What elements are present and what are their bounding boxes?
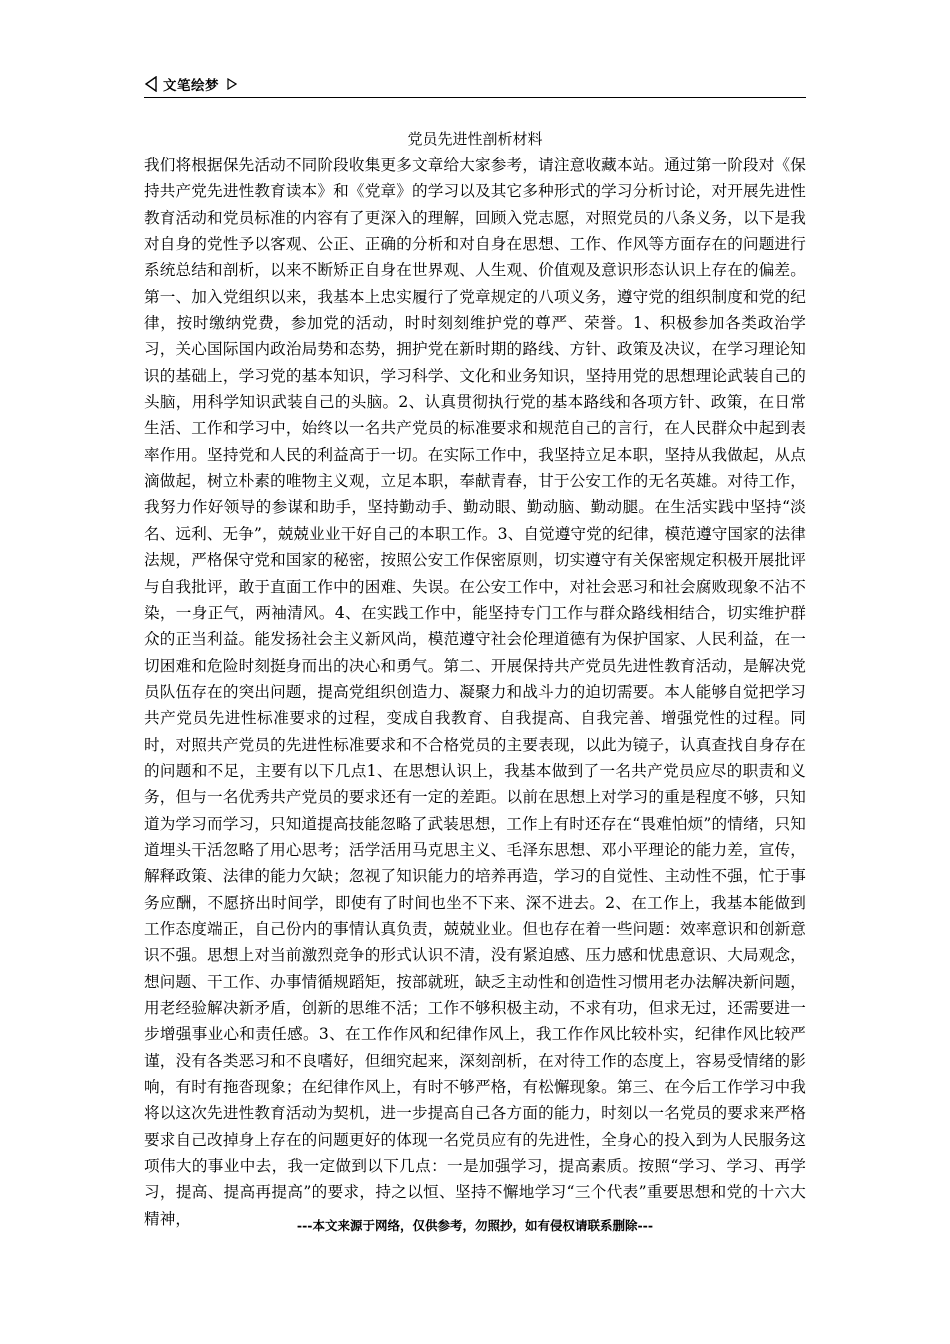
triangle-left-outline-icon: [144, 76, 158, 92]
footer-notice: ---本文来源于网络，仅供参考，勿照抄，如有侵权请联系删除---: [296, 1218, 654, 1233]
brand: [144, 74, 237, 94]
page-header: [144, 72, 806, 98]
brand-name: 文笔绘梦: [163, 78, 219, 94]
header-divider: [144, 97, 806, 98]
triangle-right-outline-icon: [227, 78, 237, 90]
document-body: 我们将根据保先活动不同阶段收集更多文章给大家参考，请注意收藏本站。通过第一阶段对《保持共产党先进性教育读本》和《党章》的学习以及其它多种形式的学习分析讨论，对开展先进性教育活动和党员标准的内容有了更深入的理解，回顾入党志愿，对照党员的八条义务，以下是我对自身的党性予以客观、公正、正确的分析和对自身在思想、工作、作风等方面存在的问题进行系统总结和剖析，以来不断矫正自身在世界观、人生观、价值观及意识形态认识上存在的偏差。第一、加入党组织以来，我基本上忠实履行了党章规定的八项义务，遵守党的组织制度和党的纪律，按时缴纳党费，参加党的活动，时时刻刻维护党的尊严、荣誉。1、积极参加各类政治学习，关心国际国内政治局势和态势，拥护党在新时期的路线、方针、政策及决议，在学习理论知识的基础上，学习党的基本知识，学习科学、文化和业务知识，坚持用党的思想理论武装自己的头脑，用科学知识武装自己的头脑。2、认真贯彻执行党的基本路线和各项方针、政策，在日常生活、工作和学习中，始终以一名共产党员的标准要求和规范自己的言行，在人民群众中起到表率作用。坚持党和人民的利益高于一切。在实际工作中，我坚持立足本职，坚持从我做起，从点滴做起，树立朴素的唯物主义观，立足本职，奉献青春，甘于公安工作的无名英雄。对待工作，我努力作好领导的参谋和助手，坚持勤动手、勤动眼、勤动脑、勤动腿。在生活实践中坚持“淡名、远利、无争”，兢兢业业干好自己的本职工作。3、自觉遵守党的纪律，模范遵守国家的法律法规，严格保守党和国家的秘密，按照公安工作保密原则，切实遵守有关保密规定积极开展批评与自我批评，敢于直面工作中的困难、失误。在公安工作中，对社会恶习和社会腐败现象不沾不染，一身正气，两袖清风。4、在实践工作中，能坚持专门工作与群众路线相结合，切实维护群众的正当利益。能发扬社会主义新风尚，模范遵守社会伦理道德有为保护国家、人民利益，在一切困难和危险时刻挺身而出的决心和勇气。第二、开展保持共产党员先进性教育活动，是解决党员队伍存在的突出问题，提高党组织创造力、凝聚力和战斗力的迫切需要。本人能够自觉把学习共产党员先进性标准要求的过程，变成自我教育、自我提高、自我完善、增强党性的过程。同时，对照共产党员的先进性标准要求和不合格党员的主要表现，以此为镜子，认真查找自身存在的问题和不足，主要有以下几点1、在思想认识上，我基本做到了一名共产党员应尽的职责和义务，但与一名优秀共产党员的要求还有一定的差距。以前在思想上对学习的重是程度不够，只知道为学习而学习，只知道提高技能忽略了武装思想，工作上有时还存在“畏难怕烦”的情绪，只知道埋头干活忽略了用心思考；活学活用马克思主义、毛泽东思想、邓小平理论的能力差，宣传，解释政策、法律的能力欠缺；忽视了知识能力的培养再造，学习的自觉性、主动性不强，忙于事务应酬，不愿挤出时间学，即使有了时间也坐不下来、深不进去。2、在工作上，我基本能做到工作态度端正，自己份内的事情认真负责，兢兢业业。但也存在着一些问题：效率意识和创新意识不强。思想上对当前激烈竞争的形式认识不清，没有紧迫感、压力感和忧患意识、大局观念，想问题、干工作、办事情循规蹈矩，按部就班，缺乏主动性和创造性习惯用老办法解决新问题，用老经验解决新矛盾，创新的思维不活；工作不够积极主动，不求有功，但求无过，还需要进一步增强事业心和责任感。3、在工作作风和纪律作风上，我工作作风比较朴实，纪律作风比较严谨，没有各类恶习和不良嗜好，但细究起来，深刻剖析，在对待工作的态度上，容易受情绪的影响，有时有拖沓现象；在纪律作风上，有时不够严格，有松懈现象。第三、在今后工作学习中我将以这次先进性教育活动为契机，进一步提高自己各方面的能力，时刻以一名党员的要求来严格要求自己改掉身上存在的问题更好的体现一名党员应有的先进性，全身心的投入到为人民服务这项伟大的事业中去，我一定做到以下几点：一是加强学习，提高素质。按照“学习、学习、再学习，提高、提高再提高”的要求，持之以恒、坚持不懈地学习“三个代表”重要思想和党的十六大精神，: [144, 156, 806, 1228]
document-title: 党员先进性剖析材料: [407, 130, 543, 148]
